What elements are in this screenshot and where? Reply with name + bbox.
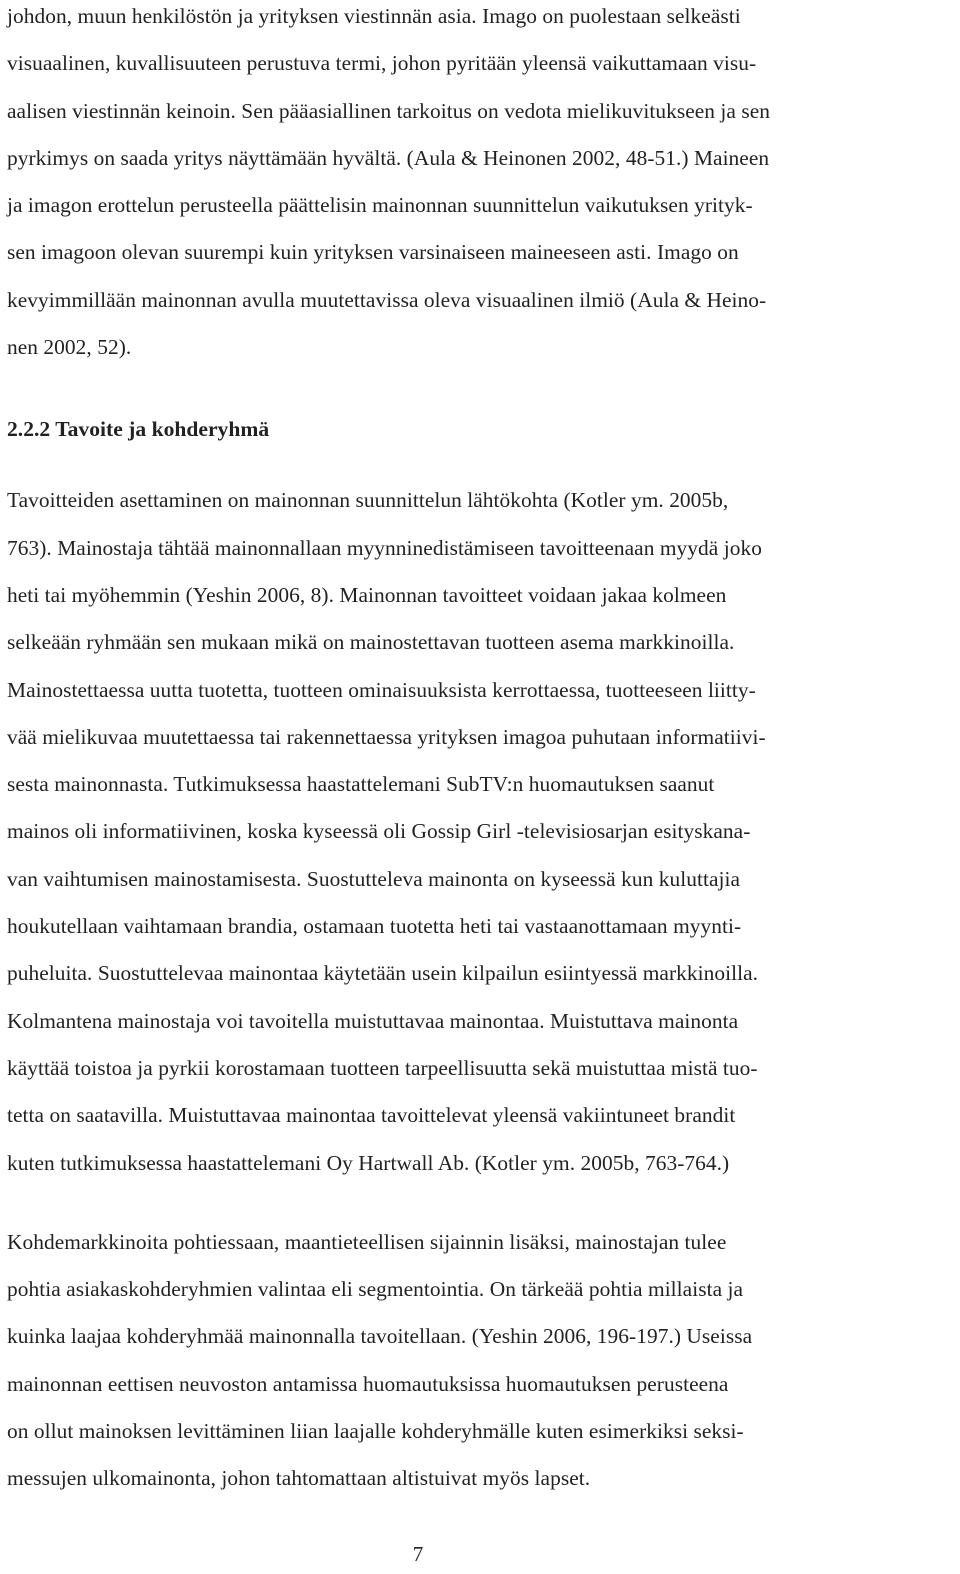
- text-line: selkeään ryhmään sen mukaan mikä on mainostettavan tuotteen asema markkinoilla.: [7, 630, 735, 655]
- paragraph-target-groups: [7, 1219, 952, 1503]
- text-line: ja imagon erottelun perusteella päättelisin mainonnan suunnittelun vaikutuksen yrityk-: [7, 193, 753, 218]
- text-line: visuaalinen, kuvallisuuteen perustuva termi, johon pyritään yleensä vaikuttamaan visu-: [7, 51, 757, 76]
- text-line: sen imagoon olevan suurempi kuin yrityksen varsinaiseen maineeseen asti. Imago on: [7, 240, 739, 265]
- page-body: [7, 0, 952, 1503]
- text-line: puheluita. Suostuttelevaa mainontaa käytetään usein kilpailun esiintyessä markkinoilla.: [7, 961, 759, 986]
- text-line: heti tai myöhemmin (Yeshin 2006, 8). Mainonnan tavoitteet voidaan jakaa kolmeen: [7, 582, 727, 607]
- text-line: pyrkimys on saada yritys näyttämään hyvältä. (Aula & Heinonen 2002, 48-51.) Maineen: [7, 145, 770, 170]
- text-line: nen 2002, 52).: [7, 335, 132, 360]
- text-line: 763). Mainostaja tähtää mainonnallaan myynninedistämiseen tavoitteenaan myydä joko: [7, 535, 762, 560]
- paragraph-goals: [7, 477, 952, 1186]
- text-line: mainonnan eettisen neuvoston antamissa huomautuksissa huomautuksen perusteena: [7, 1371, 729, 1396]
- text-line: Mainostettaessa uutta tuotetta, tuotteen ominaisuuksista kerrottaessa, tuotteeseen liitty-: [7, 677, 756, 702]
- spacer: [7, 453, 952, 477]
- text-line: pohtia asiakaskohderyhmien valintaa eli segmentointia. On tärkeää pohtia millaista ja: [7, 1277, 744, 1302]
- text-line: johdon, muun henkilöstön ja yrityksen viestinnän asia. Imago on puolestaan selkeästi: [7, 4, 741, 28]
- page-number: 7: [412, 1542, 424, 1566]
- text-line: tetta on saatavilla. Muistuttavaa mainontaa tavoittelevat yleensä vakiintuneet brandit: [7, 1103, 736, 1128]
- text-line: mainos oli informatiivinen, koska kyseessä oli Gossip Girl -televisiosarjan esityskana-: [7, 819, 751, 844]
- text-line: Kolmantena mainostaja voi tavoitella muistuttavaa mainontaa. Muistuttava mainonta: [7, 1008, 739, 1033]
- paragraph-intro: [7, 0, 952, 371]
- text-line: sesta mainonnasta. Tutkimuksessa haastattelemani SubTV:n huomautuksen saanut: [7, 772, 715, 797]
- text-line: Tavoitteiden asettaminen on mainonnan suunnittelun lähtökohta (Kotler ym. 2005b,: [7, 488, 729, 513]
- text-line: on ollut mainoksen levittäminen liian laajalle kohderyhmälle kuten esimerkiksi seksi-: [7, 1419, 744, 1444]
- text-line: aalisen viestinnän keinoin. Sen pääasiallinen tarkoitus on vedota mielikuvitukseen ja sen: [7, 98, 771, 123]
- text-line: houkutellaan vaihtamaan brandia, ostamaan tuotetta heti tai vastaanottamaan myynti-: [7, 914, 742, 939]
- text-line: käyttää toistoa ja pyrkii korostamaan tuotteen tarpeellisuutta sekä muistuttaa mistä tuo-: [7, 1055, 758, 1080]
- spacer: [7, 1187, 952, 1219]
- spacer: [7, 371, 952, 406]
- text-line: kuten tutkimuksessa haastattelemani Oy Hartwall Ab. (Kotler ym. 2005b, 763-764.): [7, 1150, 730, 1175]
- text-line: kevyimmillään mainonnan avulla muutettavissa oleva visuaalinen ilmiö (Aula & Heino-: [7, 287, 767, 312]
- text-line: messujen ulkomainonta, johon tahtomattaan altistuivat myös lapset.: [7, 1466, 591, 1491]
- text-line: kuinka laajaa kohderyhmää mainonnalla tavoitellaan. (Yeshin 2006, 196-197.) Useissa: [7, 1324, 753, 1349]
- section-heading: 2.2.2 Tavoite ja kohderyhmä: [7, 417, 270, 442]
- text-line: van vaihtumisen mainostamisesta. Suostutteleva mainonta on kyseessä kun kuluttajia: [7, 866, 741, 891]
- text-line: vää mielikuvaa muutettaessa tai rakennettaessa yrityksen imagoa puhutaan informatiivi-: [7, 724, 766, 749]
- text-line: Kohdemarkkinoita pohtiessaan, maantieteellisen sijainnin lisäksi, mainostajan tulee: [7, 1229, 727, 1254]
